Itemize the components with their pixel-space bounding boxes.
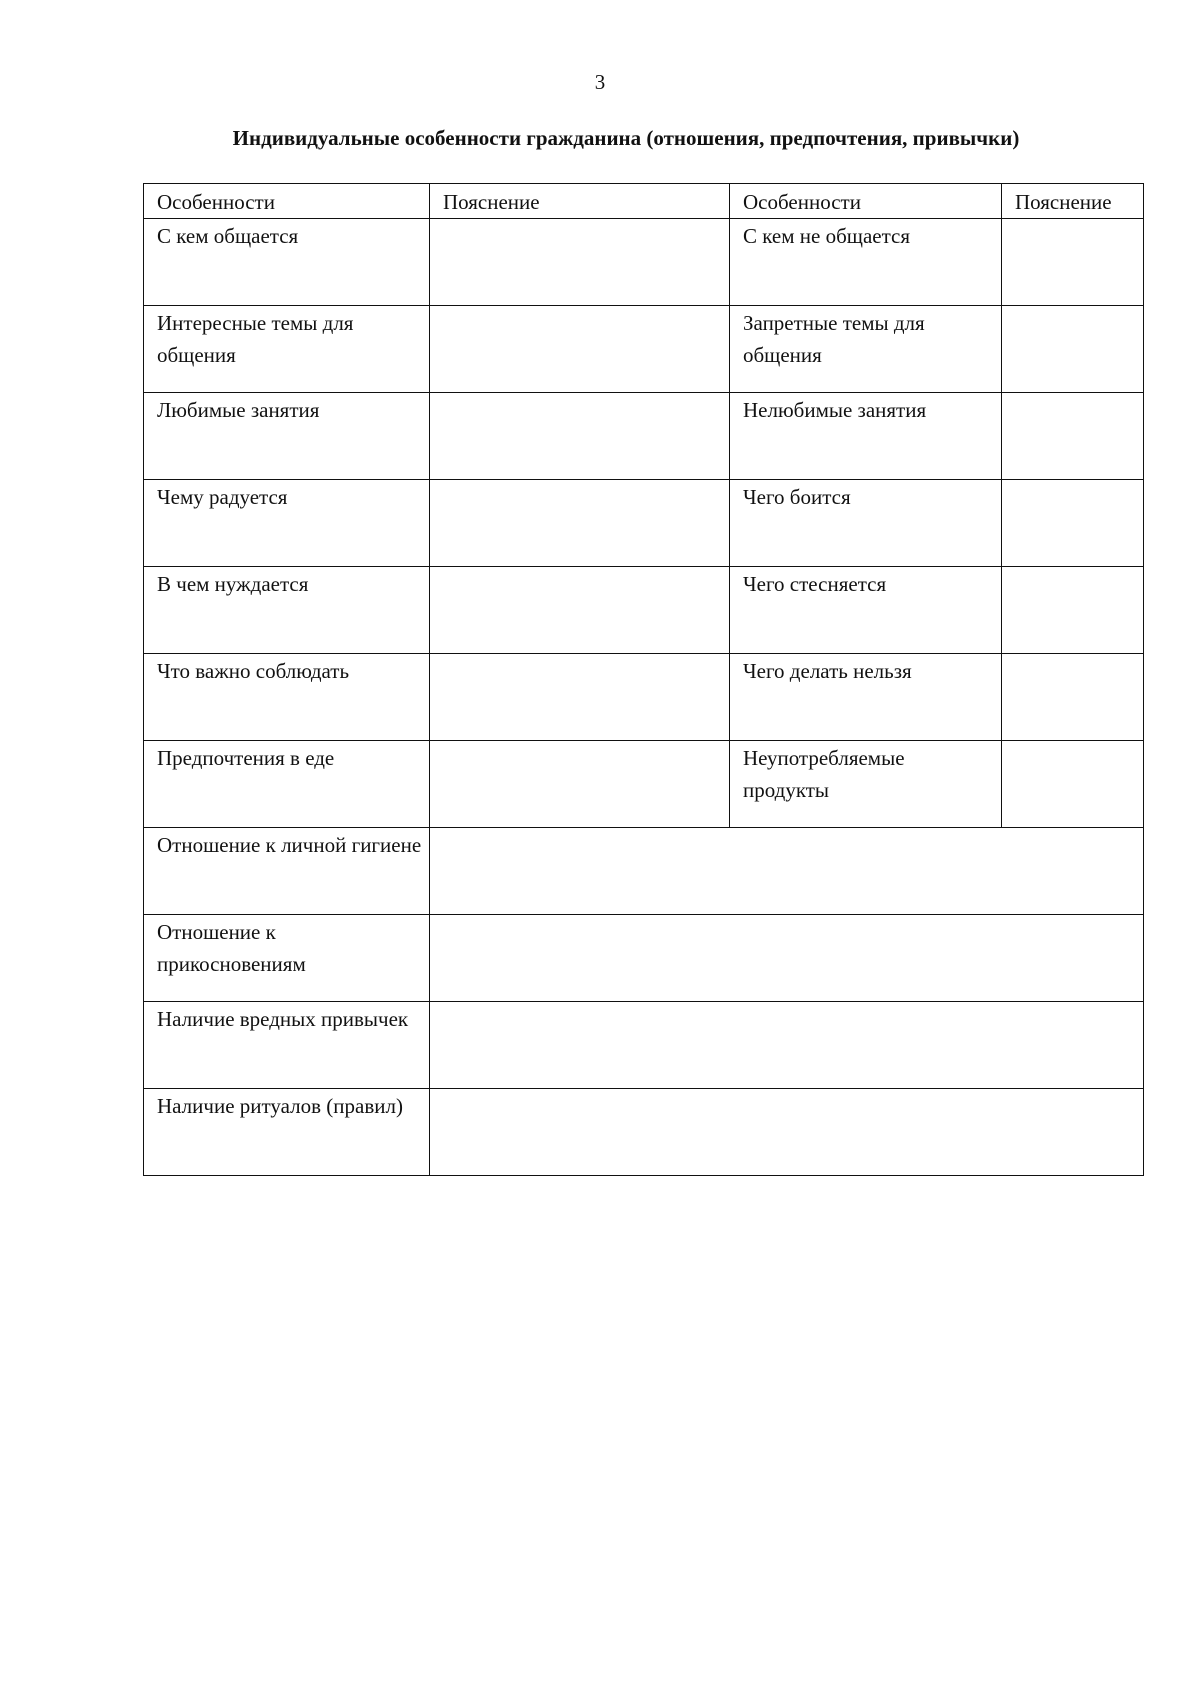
explanation-cell[interactable] bbox=[430, 828, 1144, 915]
explanation-cell[interactable] bbox=[1002, 741, 1144, 828]
individual-features-table bbox=[143, 183, 1144, 1176]
document-title: Индивидуальные особенности гражданина (отношения, предпочтения, привычки) bbox=[232, 126, 1020, 150]
header-features-left: Особенности bbox=[144, 184, 430, 219]
explanation-cell[interactable] bbox=[1002, 567, 1144, 654]
explanation-cell[interactable] bbox=[1002, 306, 1144, 393]
explanation-cell[interactable] bbox=[430, 1089, 1144, 1176]
feature-label: Чего делать нельзя bbox=[730, 654, 1002, 741]
feature-label: Запретные темы для общения bbox=[730, 306, 1002, 393]
table-row bbox=[144, 654, 1144, 741]
explanation-cell[interactable] bbox=[430, 1002, 1144, 1089]
explanation-cell[interactable] bbox=[430, 654, 730, 741]
feature-label: Интересные темы для общения bbox=[144, 306, 430, 393]
explanation-cell[interactable] bbox=[430, 741, 730, 828]
feature-label: Наличие вредных привычек bbox=[144, 1002, 430, 1089]
explanation-cell[interactable] bbox=[430, 915, 1144, 1002]
header-explanation-left: Пояснение bbox=[430, 184, 730, 219]
explanation-cell[interactable] bbox=[1002, 219, 1144, 306]
feature-label: В чем нуждается bbox=[144, 567, 430, 654]
table-row bbox=[144, 915, 1144, 1002]
table-row bbox=[144, 1089, 1144, 1176]
explanation-cell[interactable] bbox=[430, 567, 730, 654]
feature-label: Неупотребляемые продукты bbox=[730, 741, 1002, 828]
feature-label: Чего боится bbox=[730, 480, 1002, 567]
feature-label: Нелюбимые занятия bbox=[730, 393, 1002, 480]
feature-label: Что важно соблюдать bbox=[144, 654, 430, 741]
page-number: 3 bbox=[594, 70, 606, 94]
explanation-cell[interactable] bbox=[430, 480, 730, 567]
table-row bbox=[144, 480, 1144, 567]
table-row bbox=[144, 1002, 1144, 1089]
feature-label: С кем не общается bbox=[730, 219, 1002, 306]
explanation-cell[interactable] bbox=[430, 306, 730, 393]
explanation-cell[interactable] bbox=[430, 393, 730, 480]
table-row bbox=[144, 393, 1144, 480]
explanation-cell[interactable] bbox=[1002, 654, 1144, 741]
explanation-cell[interactable] bbox=[1002, 480, 1144, 567]
feature-label: Предпочтения в еде bbox=[144, 741, 430, 828]
table-row bbox=[144, 567, 1144, 654]
explanation-cell[interactable] bbox=[1002, 393, 1144, 480]
feature-label: Отношение к прикосновениям bbox=[144, 915, 430, 1002]
table-row bbox=[144, 828, 1144, 915]
header-features-right: Особенности bbox=[730, 184, 1002, 219]
header-explanation-right: Пояснение bbox=[1002, 184, 1144, 219]
explanation-cell[interactable] bbox=[430, 219, 730, 306]
feature-label: Наличие ритуалов (правил) bbox=[144, 1089, 430, 1176]
feature-label: Чего стесняется bbox=[730, 567, 1002, 654]
table-header-row bbox=[144, 184, 1144, 219]
table-row bbox=[144, 741, 1144, 828]
feature-label: Чему радуется bbox=[144, 480, 430, 567]
table-row bbox=[144, 306, 1144, 393]
feature-label: Любимые занятия bbox=[144, 393, 430, 480]
feature-label: Отношение к личной гигиене bbox=[144, 828, 430, 915]
table-row bbox=[144, 219, 1144, 306]
feature-label: С кем общается bbox=[144, 219, 430, 306]
